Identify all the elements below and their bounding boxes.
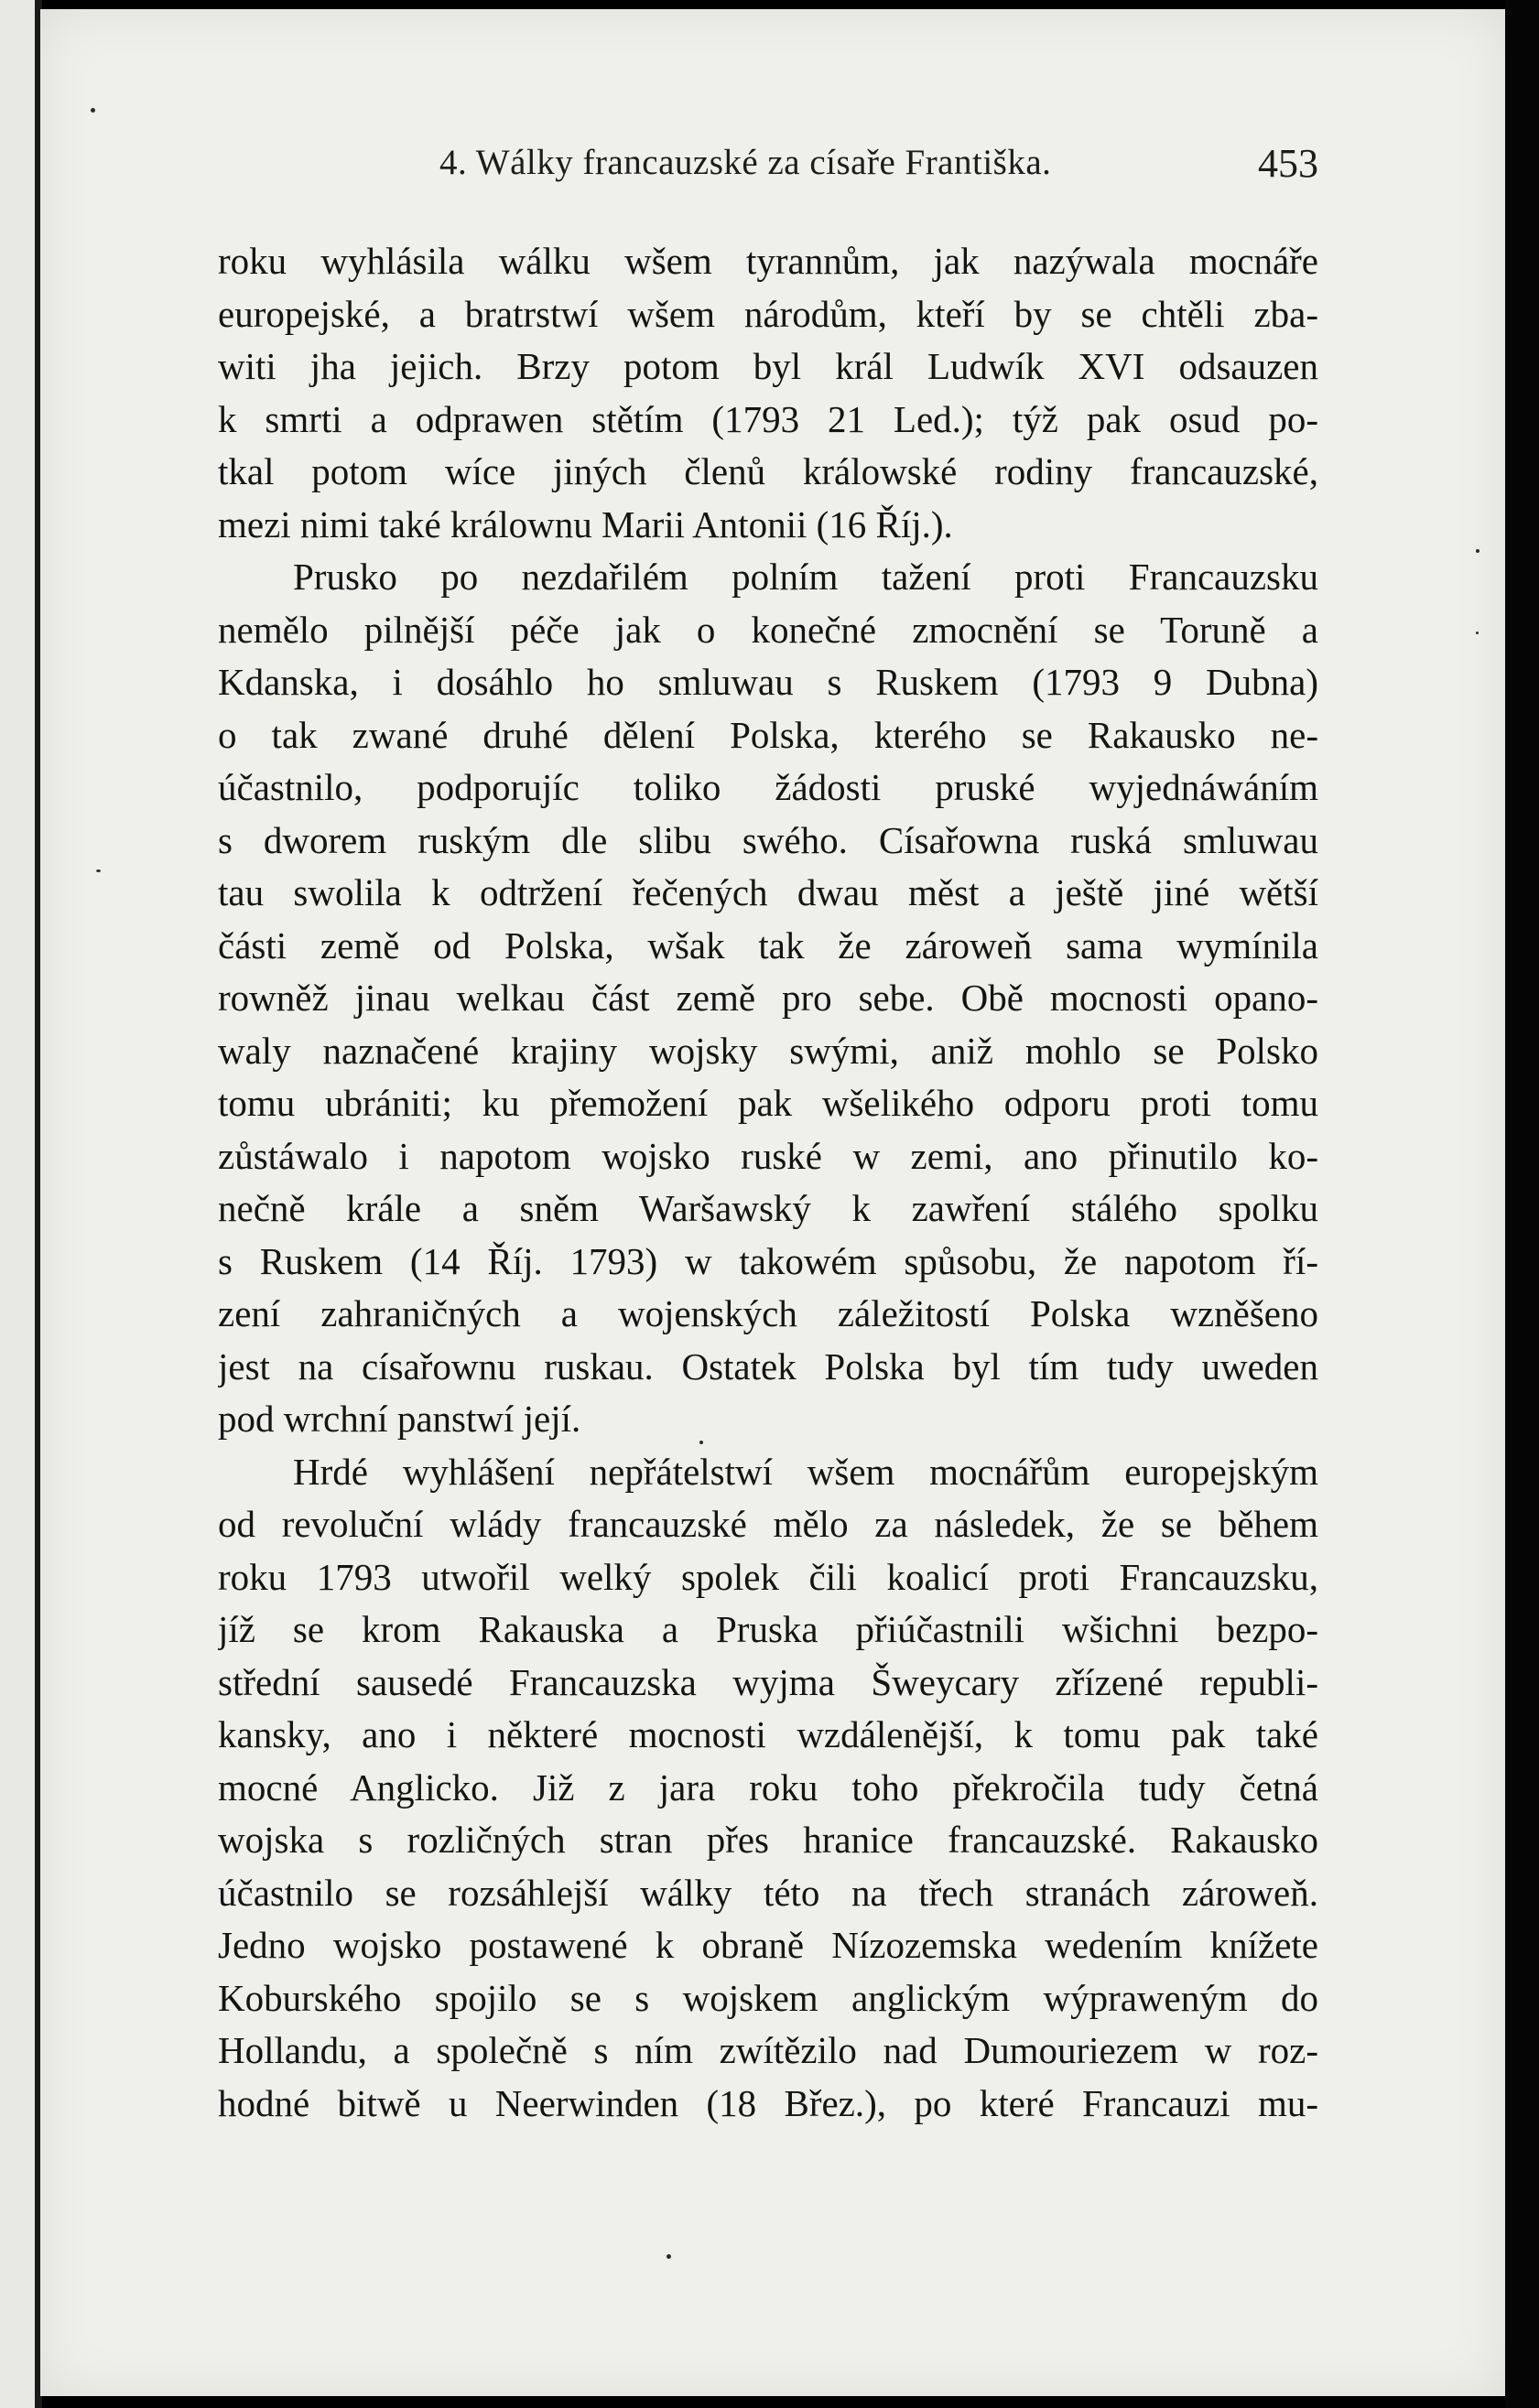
text-line: tomu ubrániti; ku přemožení pak wšelikého odporu proti tomu bbox=[218, 1082, 1318, 1124]
text-line: mocné Anglicko. Již z jara roku toho překročila tudy četná bbox=[218, 1766, 1318, 1809]
text-line: roku wyhlásila wálku wšem tyrannům, jak nazýwala mocnáře bbox=[218, 240, 1318, 282]
text-line: části země od Polska, wšak tak že zároweň sama wymínila bbox=[218, 923, 1318, 966]
text-line: mezi nimi také králownu Marii Antonii (16 Říj.). bbox=[218, 502, 953, 545]
text-line: střední sausedé Francauzska wyjma Šweycary zřízené republi- bbox=[218, 1660, 1318, 1703]
text-line: Prusko po nezdařilém polním tažení proti Francauzsku bbox=[293, 556, 1318, 598]
scan-speck bbox=[91, 108, 95, 113]
text-line: Jedno wojsko postawené k obraně Nízozemska wedením knížete bbox=[218, 1924, 1318, 1966]
text-line: účastnilo se rozsáhlejší wálky této na třech stranách zároweň. bbox=[218, 1871, 1318, 1914]
running-header bbox=[220, 142, 1318, 197]
text-line: jest na císařownu ruskau. Ostatek Polska byl tím tudy uweden bbox=[218, 1344, 1318, 1388]
text-line: tau swolila k odtržení řečených dwau měst a ještě jiné wětší bbox=[218, 871, 1318, 913]
text-line: Hollandu, a společně s ním zwítězilo nad Dumouriezem w roz- bbox=[218, 2029, 1318, 2071]
scan-speck bbox=[1476, 632, 1479, 634]
text-line: kansky, ano i některé mocnosti wzdálenější, k tomu pak také bbox=[218, 1713, 1318, 1755]
text-line: roku 1793 utwořil welký spolek čili koalicí proti Francauzsku, bbox=[218, 1555, 1318, 1598]
text-line: hodné bitwě u Neerwinden (18 Břez.), po které Francauzi mu- bbox=[218, 2081, 1318, 2124]
text-line: k smrti a odprawen stětím (1793 21 Led.); týž pak osud po- bbox=[218, 397, 1318, 440]
body-text bbox=[218, 235, 1318, 2130]
scan-speck bbox=[96, 869, 101, 872]
text-line: účastnilo, podporujíc toliko žádosti pruské wyjednáwáním bbox=[218, 766, 1318, 808]
text-line: wojska s rozličných stran přes hranice francauzské. Rakausko bbox=[218, 1819, 1318, 1861]
text-line: od revoluční wlády francauzské mělo za následek, že se během bbox=[218, 1503, 1318, 1545]
text-line: Koburského spojilo se s wojskem anglickým wýpraweným do bbox=[218, 1976, 1318, 2019]
scan-border bbox=[1505, 0, 1539, 2408]
chapter-title: 4. Wálky francauzské za císaře Františka. bbox=[439, 143, 1052, 182]
text-line: pod wrchní panstwí její. bbox=[218, 1398, 581, 1440]
text-line: s Ruskem (14 Říj. 1793) w takowém spůsobu, že napotom ří- bbox=[218, 1239, 1318, 1282]
scan-speck bbox=[1476, 549, 1479, 553]
text-line: s dworem ruským dle slibu swého. Císařowna ruská smluwau bbox=[218, 818, 1318, 861]
text-line: o tak zwané druhé dělení Polska, kterého se Rakausko ne- bbox=[218, 713, 1318, 756]
text-line: tkal potom wíce jiných členů králowské rodiny francauzské, bbox=[218, 450, 1318, 492]
text-line: jíž se krom Rakauska a Pruska přiúčastnili wšichni bezpo- bbox=[218, 1608, 1318, 1650]
text-line: waly naznačené krajiny wojsky swými, aniž mohlo se Polsko bbox=[218, 1029, 1318, 1072]
scan-speck bbox=[699, 1441, 703, 1444]
text-line: zení zahraničných a wojenských záležitostí Polska wzněšeno bbox=[218, 1292, 1318, 1334]
page-number: 453 bbox=[1258, 141, 1318, 186]
text-line: zůstáwalo i napotom wojsko ruské w zemi, ano přinutilo ko- bbox=[218, 1134, 1318, 1177]
text-line: rowněž jinau welkau část země pro sebe. Obě mocnosti opano- bbox=[218, 977, 1318, 1019]
text-line: Kdanska, i dosáhlo ho smluwau s Ruskem (1793 9 Dubna) bbox=[218, 661, 1318, 703]
text-line: Hrdé wyhlášení nepřátelstwí wšem mocnářům europejským bbox=[293, 1450, 1318, 1493]
scan-speck bbox=[667, 2254, 671, 2259]
text-line: europejské, a bratrstwí wšem národům, kteří by se chtěli zba- bbox=[218, 292, 1318, 335]
text-line: nemělo pilnější péče jak o konečné zmocnění se Toruně a bbox=[218, 608, 1318, 651]
text-line: witi jha jejich. Brzy potom byl král Ludwík XVI odsauzen bbox=[218, 345, 1318, 387]
text-line: nečně krále a sněm Waršawský k zawření stálého spolku bbox=[218, 1187, 1318, 1229]
